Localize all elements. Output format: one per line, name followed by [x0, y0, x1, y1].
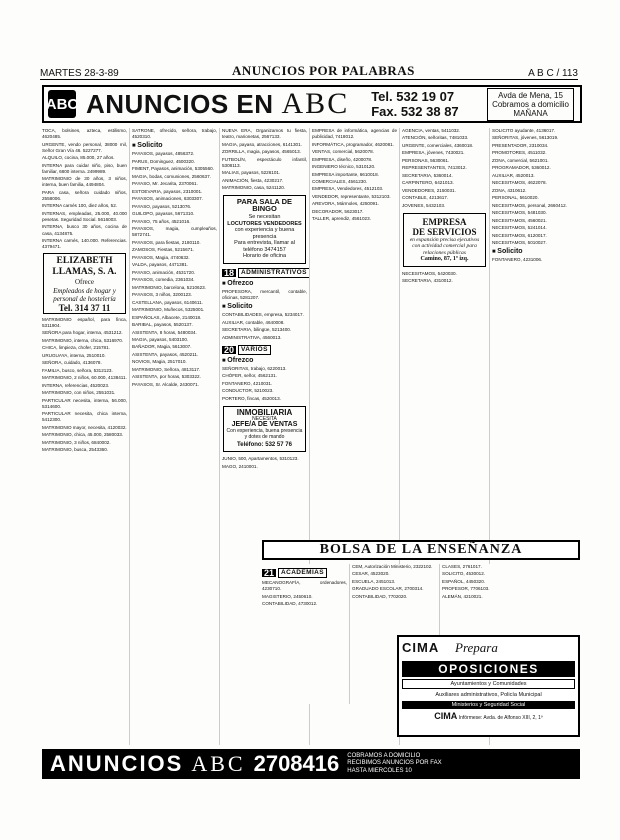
ad-item: PAYASO, Mr. Jecarita, 2370061. [132, 181, 198, 187]
bottom-note-line: HASTA MIERCOLES 10 [347, 767, 412, 774]
ad-item: SECRETARIA, 4310012. [402, 278, 453, 284]
ad-item: VENDEDOR, representante, 5312103. [312, 193, 391, 199]
ad-item: PRESENTADOR, 2310034. [492, 142, 549, 148]
ad-item: PARTICULAR necesita, interna, 56.000, 5314600. [42, 397, 127, 409]
ad-item: AREVORA, Mármoles, 4250091. [312, 201, 379, 207]
ad-item: PAYASOS, Magia, 4740632. [132, 254, 190, 260]
ad-item: FONTANERO, 4210031. [222, 380, 273, 386]
subsection-solicito: ■ Solicito [492, 249, 578, 255]
ad-item: PAYASOS, comedia, 2361034. [132, 277, 195, 283]
ad-item: ATENCIÓN, señoritas, 7481033. [402, 135, 469, 141]
ad-text: con experiencia y buena presencia [234, 227, 295, 240]
ad-item: INGENIERO técnico, 5310120. [312, 164, 376, 170]
ad-item: SEÑORITAS, jóvenes, 5613019. [492, 135, 559, 141]
ad-item: AUXILIAR, contable, 4640008. [222, 319, 285, 325]
bingo-ad [223, 195, 306, 264]
cima-oposiciones-ad [397, 635, 580, 737]
bottom-abc: ABC [191, 751, 246, 776]
ad-item: DECORADOR, 5623017. [312, 208, 364, 214]
column-2 [132, 128, 220, 745]
ad-item: ALEMÁN, 4210021. [442, 593, 483, 599]
ad-item: PAYASO, animación, 4531720. [132, 269, 196, 275]
section-label: VARIOS [238, 345, 271, 355]
ad-item: INTERNA para cuidar niño, piso, buen familiar, 6800 interna. 2499989. [42, 162, 127, 174]
ad-headline: PARA SALA DE BINGO [236, 197, 293, 213]
section-title: ANUNCIOS POR PALABRAS [232, 63, 415, 78]
cima-line: Auxiliares administrativos, Policía Municipal [435, 692, 542, 698]
ad-item: NUEVA ERA, Organizamos tu fiesta, teatro, marionetas, 2567133. [222, 128, 307, 140]
ensenanza-col-1 [262, 564, 350, 704]
ad-item: BAÑADOR, Magia, 5613007. [132, 344, 192, 350]
ad-item: PAYASOS, payasos, 4856372. [132, 151, 195, 157]
ad-item: JUNIO, 500, Apartamentos, 5310123. [222, 456, 299, 462]
ad-text: Horario de oficina [242, 253, 287, 260]
ad-item: ALQUILO, cocina, 85.000, 27 años. [42, 155, 115, 161]
ad-item: PARA casa, señora cuidado niños, 2558006. [42, 189, 127, 201]
ad-item: GRADUADO ESCOLAR, 2700314. [352, 586, 424, 592]
ad-item: CLASES, 2761017. [442, 564, 482, 569]
ad-item: TALLER, aprendiz, 4561023. [312, 216, 371, 222]
ad-item: TOCA, bolsines, azteca, estilismo, 4620485. [42, 128, 127, 140]
bottom-banner [42, 749, 580, 779]
ad-item: ASISTENTA, 8 horas, 5480034. [132, 329, 197, 335]
ad-item: MALIAS, payasos, 5226101. [222, 170, 281, 176]
ad-item: INTERNAS, empleadas, 25.000, 40.000 pesetas. Seguridad Social. 5616003. [42, 210, 127, 222]
ad-item: CONTABILIDAD, 4730012. [262, 601, 318, 607]
ad-item: MATRIMONIO de 30 años, 3 niños, interna, buen familia, 4494804. [42, 176, 127, 188]
cima-logo-small: CIMA [434, 711, 458, 721]
bottom-note [347, 753, 441, 776]
ad-name: ELIZABETH [56, 256, 113, 267]
ad-item: NECESITAMOS, 6120017. [492, 232, 547, 238]
bottom-anuncios: ANUNCIOS [50, 751, 184, 776]
subsection-ofrezco: ■ Ofrezco [222, 358, 307, 364]
ad-item: PAYASO, payasos, 5213076. [132, 203, 192, 209]
ad-item: SECRETARIA, 5360014. [402, 172, 453, 178]
ad-item: ZAMOSOS, Fiestas, 5215671. [132, 247, 195, 253]
ad-phone: Tel. 314 37 11 [58, 302, 111, 313]
ad-item: ASISTENTA, por horas, 5303322. [132, 374, 201, 380]
ad-item: SOLICITO ayudante, 4136017. [492, 128, 556, 133]
ad-item: MAGISTERIO, 2450610. [262, 593, 313, 599]
ad-item: CASTELLANA, payasos, 6140611. [132, 299, 203, 305]
subsection-solicito: ■ Solicito [132, 143, 217, 149]
ad-text: Ofrece [74, 278, 95, 287]
ad-item: SATRONE, ofrecido, señora, trabajo, 4520310. [132, 128, 217, 140]
ad-item: VENTAS, comercial, 5620078. [312, 149, 374, 155]
ad-text: Empleados de hogar y personal de hostelería [53, 286, 116, 303]
banner-tel: Tel. 532 19 07 [371, 89, 455, 104]
ad-item: SEÑORA para hogar, interna, 4531212. [42, 330, 123, 336]
ad-text: Se necesitan [248, 214, 281, 221]
ad-item: PROFESORA, mercantil, contable, oficinas, 5281207. [222, 288, 307, 300]
cima-logo: CIMA [402, 640, 440, 655]
ad-item: FUTBOLÍN, espectáculo infantil, 5308113. [222, 156, 307, 168]
ad-item: PERSONAS, 5630061. [402, 157, 450, 163]
inmobiliaria-ad [223, 406, 306, 452]
ad-item: NECESITAMOS, personal, 2660412. [492, 202, 567, 208]
ad-item: MATRIMONIO, busca, 2543360. [42, 447, 109, 453]
ad-name: LLAMAS, S. A. [52, 267, 117, 278]
cima-oposiciones: OPOSICIONES [402, 661, 575, 677]
ad-item: EMPRESA, diseño, 4200078. [312, 156, 373, 162]
ad-item: MATRIMONIO, 2 niños, 60.000, 4138411. [42, 375, 127, 381]
ad-item: AUXILIAR, 4520013. [492, 172, 535, 178]
cima-line: Ayuntamientos y Comunidades [402, 679, 575, 689]
ad-item: MAGIA, payasos, 5403100. [132, 337, 189, 342]
ad-item: VALDA, payasos, 4471381. [132, 262, 189, 268]
ad-item: CHÓFER, señor, 4562131. [222, 373, 277, 379]
section-number: 20 [224, 344, 235, 355]
ad-item: CEM, Autorización Ministerio, 2322102. [352, 564, 433, 569]
ad-item: MATRIMONIO, chica, 45.000, 2580033. [42, 432, 124, 438]
ad-item: INFORMÁTICA, programador, 4620081. [312, 141, 394, 147]
ad-headline: DE SERVICIOS [412, 226, 477, 237]
ad-item: NECESITAMOS, 5010027. [492, 240, 547, 246]
ad-item: ZONA, 4310612. [492, 187, 527, 193]
subsection-solicito: ■ Solicito [222, 304, 307, 310]
ad-item: MAGO, 2410001. [222, 463, 258, 469]
ad-item: PAYASOS, 3 niños, 3200123. [132, 292, 193, 298]
ad-item: PAYASOS, animaciones, 6303307. [132, 196, 203, 202]
ad-item: CONTABILIDADES, empresa, 5234017. [222, 312, 304, 318]
ad-item: EMPRESA, Vendedores, 4512103. [312, 186, 384, 192]
ad-item: PARTICULAR necesita, chica interna, 5412300. [42, 411, 127, 423]
ad-item: INTERNA carnés 100, diez años, 52. [42, 203, 118, 209]
ad-item: FAMILIA, busco, señora, 5312123. [42, 367, 113, 373]
bottom-phone: 2708416 [253, 751, 340, 776]
section-number: 18 [224, 267, 235, 278]
ad-item: SEÑORA, cuidado, 4136078. [42, 360, 102, 366]
ad-item: ANIMACIÓN, fiesta, 4230217. [222, 177, 284, 183]
section-label: ADMINISTRATIVOS [238, 268, 310, 278]
ad-item: AGENCIA, ventas, 5411032. [402, 128, 461, 133]
ad-item: PERSONAL, 5610020. [492, 195, 539, 201]
hours-line: Avda de Mena, 15 [498, 90, 563, 100]
banner-fax: Fax. 532 38 87 [371, 104, 459, 119]
ad-item: NECESITAMOS, 5420030. [402, 270, 457, 276]
ad-item: REPRESENTANTES, 7413012. [402, 165, 467, 171]
ad-item: MATRIMONIO, interna, chica, 5316970. [42, 337, 124, 343]
column-1 [42, 128, 130, 745]
ad-item: ESPAÑOL, 4450320. [442, 578, 486, 584]
ad-item: CESAR, 4523020. [352, 571, 390, 577]
ad-item: MATRIMONIO, con niños, 2551031. [42, 390, 116, 396]
ad-item: CONTABILIDAD, 7702020. [352, 593, 408, 599]
ad-item: INTERNA, referencias, 4520023. [42, 382, 110, 388]
section-21 [262, 568, 347, 578]
elizabeth-llamas-ad [43, 253, 126, 314]
ad-item: SECRETARIA, bilingüe, 5213400. [222, 327, 292, 333]
abc-logo: ABC [48, 90, 76, 118]
ad-item: EMPRESA de informática, agencias de publicidad, 7418012. [312, 128, 397, 140]
ad-item: MATRIMONIO mayor, necesita, 4120032. [42, 424, 127, 430]
ad-item: PAYASOS, Sr. Alcalde, 2430071. [132, 381, 199, 387]
ad-item: MECANOGRAFÍA, ordenadores, 4230710. [262, 580, 347, 592]
ad-headline: EMPRESA [422, 216, 467, 227]
ad-item: FIMENT, Payasos, animación, 5305560. [132, 166, 214, 172]
ad-item: ESCUELA, 2451013. [352, 578, 396, 584]
ad-item: INTERNA, busco 30 años, cocina de casa, 4134875. [42, 224, 127, 236]
ad-item: CONDUCTOR, 5210023. [222, 388, 274, 394]
section-20 [222, 345, 307, 355]
ad-item: PROFESOR, 7706103. [442, 586, 490, 592]
ad-item: JOVENES, 5432103. [402, 202, 446, 208]
ad-item: NECESITAMOS, 5241014. [492, 225, 547, 231]
ad-item: VENDEDORES, 2150031. [402, 187, 456, 193]
ad-item: MATRIMONIO, Señora, 4813117. [132, 366, 201, 372]
ad-item: CARPINTERO, 6421013. [402, 180, 454, 186]
ad-item: COMERCIALES, 4561230. [312, 179, 368, 184]
ad-item: MAGIA, payaso, atracciones, 6141301. [222, 141, 302, 147]
ad-item: SEÑORITAS, trabajo, 6220013. [222, 365, 287, 371]
bolsa-ensenanza-header: BOLSA DE LA ENSEÑANZA [262, 540, 580, 560]
section-label: ACADEMIAS [278, 568, 327, 578]
ad-item: PROMOTORES, 4511032. [492, 150, 547, 156]
ad-item: MATRIMONIO, casa, 5241120. [222, 185, 286, 191]
ad-text: Para entrevista, llamar al teléfono 3474157 [234, 240, 295, 253]
page-number: A B C / 113 [528, 68, 578, 79]
ad-item: INTERNA carnés, 140.000. Referencias. 4379471. [42, 238, 127, 250]
ad-headline: JEFE/A DE VENTAS [231, 421, 298, 429]
ad-item: CHICA, limpieza, chofer, 215781. [42, 345, 110, 351]
ad-address: Camino, 87, 1º izq. [420, 256, 469, 263]
ad-item: NECESITAMOS, 5481030. [492, 210, 547, 216]
cima-line: Ministerios y Seguridad Social [402, 701, 575, 709]
ad-item: PAYASOS, magia, cumpleaños, 5872741. [132, 226, 217, 238]
ad-item: MATRIMONIO, 3 niños, 6840002. [42, 439, 111, 445]
bottom-note-line: COBRAMOS A DOMICILIO [347, 752, 421, 759]
ad-item: SOLICITO, 4530012. [442, 571, 486, 577]
ad-item: EMPRESA, jóvenes, 7430021. [402, 150, 465, 156]
banner-hours [487, 88, 574, 121]
ad-item: MAGIA, bodas, comuniones, 2560637. [132, 173, 211, 179]
ad-item: URGENTE, comerciales, 4360018. [402, 142, 474, 148]
ad-item: ASISTENTA, payasos, 4520211. [132, 351, 199, 357]
ad-phone: Teléfono: 532 57 76 [237, 442, 292, 449]
hours-line: Cobramos a domicilio [492, 99, 569, 109]
page-date: MARTES 28-3-89 [40, 68, 119, 79]
banner-brand: ABC [281, 87, 350, 120]
cima-prepara: Prepara [455, 640, 498, 655]
ad-item: MATRIMONIO español, para finca, 5311904. [42, 316, 127, 328]
ad-item: PAYASO, 75 años, 4521016. [132, 218, 191, 224]
ad-item: GUILOPO, payasos, 5671310. [132, 211, 195, 217]
section-18 [222, 268, 307, 278]
ad-item: ZONA, comercial, 5621001. [492, 157, 549, 163]
ad-item: URUGUAYA, interna, 2510010. [42, 352, 106, 358]
ad-item: NECESITAMOS, 4622078. [492, 180, 547, 186]
ad-item: MATRIMONIO, barcelona, 5210623. [132, 284, 206, 290]
ad-text: NECESITA [252, 416, 277, 423]
ad-item: PORTERO, fincas, 4520013. [222, 395, 281, 401]
page-header [40, 64, 578, 80]
ad-text: LOCUTORES VENDEDORES [227, 220, 302, 227]
ad-item: PROGRAMADOR, 5360012. [492, 165, 551, 171]
banner-contacts [371, 89, 458, 119]
cima-footer [402, 711, 575, 721]
ad-item: ADMINISTRATIVA, 4560013. [222, 334, 282, 340]
subsection-ofrezco: ■ Ofrezco [222, 281, 307, 287]
hours-line: MAÑANA [513, 108, 548, 118]
ad-text: Con experiencia, buena presencia y dotes de mando [226, 428, 303, 441]
ad-item: PAYASOS, para fiestas, 2180110. [132, 239, 201, 245]
ad-item: EMPRESA importante, 6610018. [312, 171, 379, 177]
ad-item: NECESITAMOS, 4560021. [492, 217, 547, 223]
ad-item: URGENTE, vendo personal, 38000 mil, Señor Gran Vía 46. 5227277. [42, 141, 127, 153]
ad-item: FONTANERO, 4231006. [492, 257, 543, 263]
ad-item: ZORRILLA, magia, payasos, 4565013. [222, 149, 301, 155]
ad-headline: INMOBILIARIA [236, 407, 293, 417]
cima-address: Infórmese: Avda. de Alfonso XIII, 2, 1º [458, 715, 543, 721]
section-number: 21 [264, 568, 275, 578]
ad-item: MATRIMONIO, Muñecos, 5325001. [132, 307, 205, 313]
ad-item: PARUS, Dominguez, 4500320. [132, 158, 195, 164]
banner-title: ANUNCIOS EN [86, 88, 274, 119]
ad-item: BARIBAL, payasos, 5520137. [132, 322, 193, 328]
empresa-servicios-ad [403, 213, 486, 267]
ad-item: ESPAÑOLAS, Albacete, 2140018. [132, 314, 202, 320]
ad-text: en expansión precisa ejecutivos con actividad comercial para relaciones públicas [409, 236, 480, 256]
anuncios-banner [42, 85, 582, 123]
ad-item: ESTOEVARIA, payasos, 2310001. [132, 188, 203, 194]
ad-item: NOVIOS, Magia, 2517010. [132, 359, 187, 365]
bottom-note-line: RECIBIMOS ANUNCIOS POR FAX [347, 760, 442, 767]
ad-item: CONTABLE, 4213617. [402, 195, 449, 201]
